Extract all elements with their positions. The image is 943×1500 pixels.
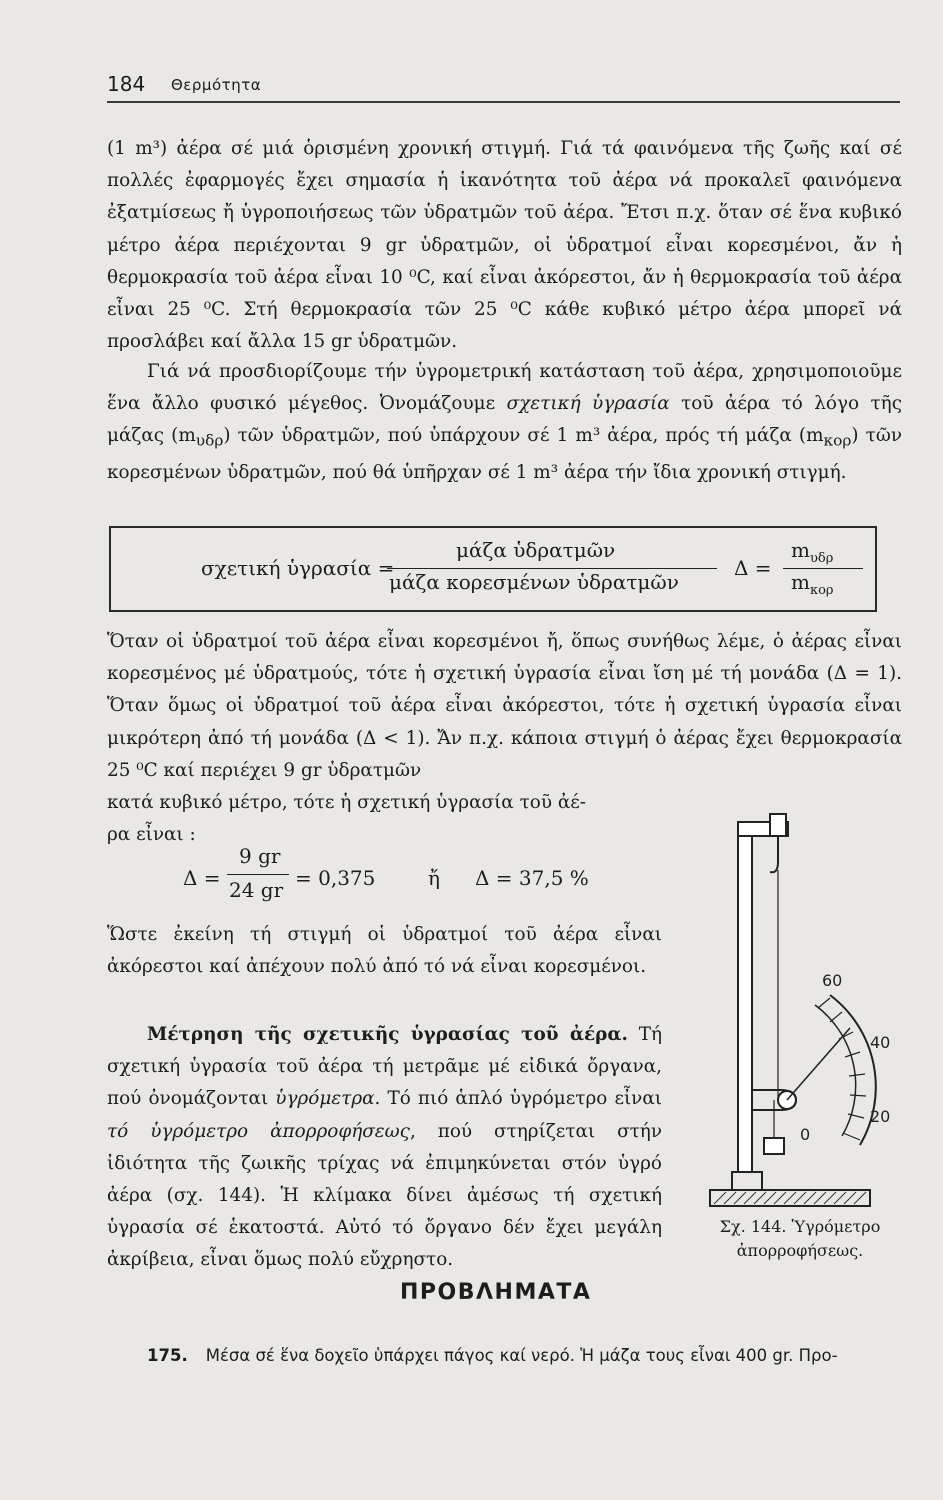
calc-or: ἤ [428, 866, 440, 890]
calc-delta: Δ = [183, 866, 221, 890]
vertical-post [738, 830, 752, 1172]
scale-label-20: 20 [870, 1107, 891, 1126]
scale-label-60: 60 [822, 971, 843, 990]
caption-line-1: Σχ. 144. Ὑγρόμετρο [719, 1217, 881, 1236]
paragraph-cases: Ὅταν οἱ ὑδρατμοί τοῦ ἀέρα εἶναι κορεσμένοι ἤ, ὅπως συνήθως λέμε, ὁ ἀέρας εἶναι κορεσμένος μέ ὑδρατμούς, τότε ἡ σχετική ὑγρασία εἶναι ἴση μέ τή μονάδα (Δ = 1). Ὅταν ὅμως οἱ ὑδρατμοί τοῦ ἀέρα εἶναι ἀκόρεστοι, τότε ἡ σχετική ὑγρασία εἶναι μικρότερη ἀπό τή μονάδα (Δ < 1). Ἄν π.χ. κάποια στιγμή ὁ ἀέρας ἔχει θερμοκρασία 25 ⁰C καί περιέχει 9 gr ὑδρατμῶν [107, 631, 902, 781]
hygrometer-figure [690, 800, 910, 1220]
definition-text-mid2: ) τῶν ὑδρατμῶν, πού ὑπάρχουν σέ 1 m³ ἀέρα, πρός τή μάζα (m [223, 425, 824, 447]
formula-numerator: μάζα ὑδρατμῶν [456, 538, 616, 562]
term-relative-humidity: σχετική ὑγρασία [506, 393, 670, 415]
m-symbol-den: m [791, 570, 810, 594]
formula-delta: Δ = [734, 556, 772, 580]
paragraph-conclusion: Ὥστε ἐκείνη τή στιγμή οἱ ὑδρατμοί τοῦ ἀέρα εἶναι ἀκόρεστοι καί ἀπέχουν πολύ ἀπό τό νά εἶναι κορεσμένοι. [107, 924, 662, 978]
formula-fraction-line [387, 568, 717, 569]
caption-line-2: ἀπορροφήσεως. [736, 1241, 864, 1260]
calc-fraction-line [227, 874, 289, 875]
formula-m-numerator [791, 538, 833, 566]
measurement-heading: Μέτρηση τῆς σχετικῆς ὑγρασίας τοῦ ἀέρα. [147, 1024, 628, 1045]
subscript-ydr: υδρ [195, 432, 224, 451]
paragraph-saturation: (1 m³) ἀέρα σέ μιά ὁρισμένη χρονική στιγμή. Γιά τά φαινόμενα τῆς ζωῆς καί σέ πολλές ἐφαρμογές ἔχει σημασία ἡ ἱκανότητα τοῦ ἀέρα νά προκαλεῖ φαινόμενα ἐξατμίσεως ἤ ὑγροποιήσεως τῶν ὑδρατμῶν τοῦ ἀέρα. Ἔτσι π.χ. ὅταν σέ ἕνα κυβικό μέτρο ἀέρα περιέχονται 9 gr ὑδρατμῶν, οἱ ὑδρατμοί εἶναι κορεσμένοι, ἄν ἡ θερμοκρασία τοῦ ἀέρα εἶναι 10 ⁰C, καί εἶναι ἀκόρεστοι, ἄν ἡ θερμοκρασία τοῦ ἀέρα εἶναι 25 ⁰C. Στή θερμοκρασία τῶν 25 ⁰C κάθε κυβικό μέτρο ἀέρα μπορεῖ νά προσλάβει καί ἄλλα 15 gr ὑδρατμῶν. [107, 138, 902, 353]
scale-arc-inner [815, 1005, 856, 1136]
paragraph-cases-line: κατά κυβικό μέτρο, τότε ἡ σχετική ὑγρασία τοῦ ἀέ- [107, 792, 587, 814]
m-subscript-num: υδρ [809, 551, 834, 566]
calc-numerator: 9 gr [239, 844, 281, 868]
header-rule [107, 101, 900, 103]
page-number: 184 [107, 72, 146, 96]
calculation-example [183, 844, 603, 914]
m-subscript-den: κορ [809, 583, 834, 598]
adjust-screw [770, 814, 786, 836]
measurement-text-a: Τή σχετική ὑγρασία τοῦ ἀέρα τή μετρᾶμε μέ εἰδικά ὄργανα, πού ὀνομάζονται [107, 1024, 662, 1110]
hygrometer-illustration [690, 800, 910, 1220]
formula-denominator: μάζα κορεσμένων ὑδρατμῶν [389, 570, 679, 594]
page-header [107, 66, 900, 106]
term-absorption-hygrometer: τό ὑγρόμετρο ἀπορροφήσεως [107, 1120, 410, 1142]
formula-m-denominator [791, 570, 834, 598]
base-hatching [714, 1192, 866, 1204]
measurement-text-c: , πού στηρίζεται στήν ἰδιότητα τῆς ζωικῆς τρίχας νά ἐπιμηκύνεται στόν ὑγρό ἀέρα (σχ. 144). Ἡ κλίμακα δίνει ἀμέσως τή σχετική ὑγρασία σέ ἑκατοστά. Αὐτό τό ὄργανο δέν ἔχει μεγάλη ἀκρίβεια, εἶναι ὅμως πολύ εὔχρηστο. [107, 1120, 662, 1271]
definition-text-end: ) τῶν κορεσμένων ὑδρατμῶν, πού θά ὑπῆρχαν σέ 1 m³ ἀέρα τήν ἴδια χρονική στιγμή. [107, 425, 902, 484]
m-symbol-num: m [791, 538, 810, 562]
formula-delta-fraction-line [783, 568, 863, 569]
problem-175 [147, 1346, 907, 1365]
paragraph-definition [107, 356, 902, 489]
problem-text: Μέσα σέ ἕνα δοχεῖο ὑπάρχει πάγος καί νερό. Ἡ μάζα τους εἶναι 400 gr. Προ- [205, 1346, 838, 1365]
scale-label-40: 40 [870, 1033, 891, 1052]
post-foot [732, 1172, 762, 1190]
problem-number: 175. [147, 1346, 188, 1365]
paragraph-cases-tail: ρα εἶναι : [107, 824, 196, 846]
scale-ticks [818, 998, 866, 1140]
calc-denominator: 24 gr [229, 878, 284, 902]
hair-hook [770, 836, 778, 872]
scale-label-0: 0 [800, 1125, 811, 1144]
definition-text-mid1: τοῦ ἀέρα τό λόγο τῆς μάζας (m [107, 393, 902, 447]
measurement-text-b: . Τό πιό ἁπλό ὑγρόμετρο εἶναι [374, 1088, 662, 1110]
problems-heading: ΠΡΟΒΛΗΜΑΤΑ [400, 1280, 592, 1305]
definition-text-start: Γιά νά προσδιορίζουμε τήν ὑγρομετρική κατάσταση τοῦ ἀέρα, χρησιμοποιοῦμε ἕνα ἄλλο φυσικό μέγεθος. Ὀνομάζουμε [107, 361, 902, 415]
formula-label: σχετική ὑγρασία = [201, 556, 395, 580]
calc-result: = 0,375 [295, 866, 376, 890]
text-block-intro [107, 133, 902, 358]
scale-arc-outer [830, 995, 876, 1145]
calc-percent: Δ = 37,5 % [475, 866, 589, 890]
formula-box [109, 526, 877, 612]
subscript-kor: κορ [823, 432, 852, 451]
running-title: Θερμότητα [171, 76, 262, 94]
text-block-definition [107, 356, 902, 489]
figure-caption [700, 1215, 900, 1263]
weight [764, 1138, 784, 1154]
term-hygrometers: ὑγρόμετρα [275, 1088, 375, 1110]
paragraph-measurement [107, 1019, 662, 1277]
